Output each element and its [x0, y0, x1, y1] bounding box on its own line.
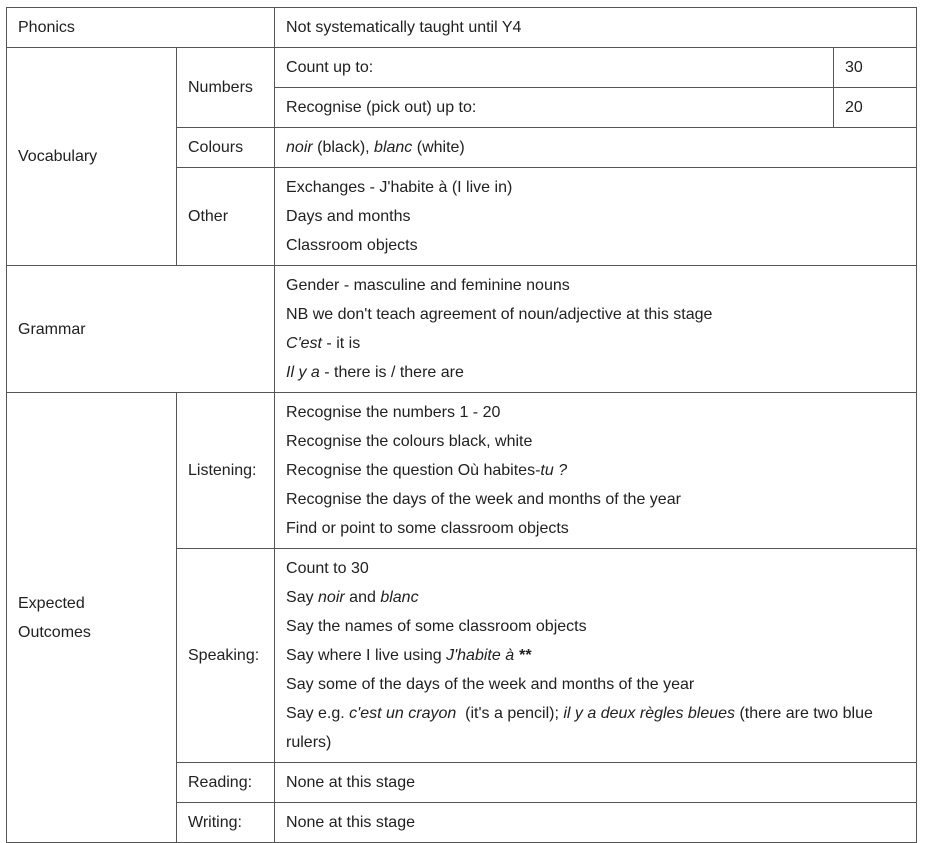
expected-outcomes-label	[7, 393, 177, 843]
other-label	[177, 168, 275, 266]
grammar-label	[7, 266, 275, 393]
listening-label-text: Listening:	[188, 462, 257, 479]
numbers-recognise-value: 20	[834, 88, 917, 128]
writing-content: None at this stage	[275, 803, 917, 843]
table-row	[7, 8, 917, 48]
vocabulary-label-text: Vocabulary	[18, 148, 98, 165]
expected-outcomes-label-text: Expected Outcomes	[18, 594, 91, 641]
reading-content: None at this stage	[275, 763, 917, 803]
numbers-recognise-text: Recognise (pick out) up to:	[275, 88, 834, 128]
listening-content: Recognise the numbers 1 - 20 Recognise the colours black, white Recognise the question Où habites-tu ? Recognise the days of the week and months of the year Find or point to some classroom objects	[275, 393, 917, 549]
colours-label	[177, 128, 275, 168]
listening-label	[177, 393, 275, 549]
numbers-count-text: Count up to:	[275, 48, 834, 88]
numbers-label-text: Numbers	[188, 79, 253, 96]
other-label-text: Other	[188, 208, 229, 225]
colours-label-text: Colours	[188, 139, 244, 156]
table-row	[7, 266, 917, 393]
grammar-content: Gender - masculine and feminine nouns NB we don't teach agreement of noun/adjective at this stage C'est - it is Il y a - there is / there are	[275, 266, 917, 393]
speaking-label-text: Speaking:	[188, 647, 260, 664]
writing-label-text: Writing:	[188, 814, 242, 831]
colours-content: noir (black), blanc (white)	[275, 128, 917, 168]
reading-label-text: Reading:	[188, 774, 253, 791]
phonics-content: Not systematically taught until Y4	[275, 8, 917, 48]
phonics-label	[7, 8, 275, 48]
other-content: Exchanges - J'habite à (I live in) Days and months Classroom objects	[275, 168, 917, 266]
grammar-label-text: Grammar	[18, 320, 86, 338]
numbers-label	[177, 48, 275, 128]
speaking-content: Count to 30 Say noir and blanc Say the names of some classroom objects Say where I live using J'habite à ** Say some of the days of the week and months of the year Say e.g. c'est un crayon (it's a pencil); il y a deux règles bleues (there are two blue rulers)	[275, 549, 917, 763]
reading-label	[177, 763, 275, 803]
writing-label	[177, 803, 275, 843]
numbers-count-value: 30	[834, 48, 917, 88]
speaking-label	[177, 549, 275, 763]
curriculum-table	[6, 7, 917, 843]
table-row	[7, 48, 917, 88]
phonics-label-text: Phonics	[18, 19, 75, 36]
table-row	[7, 393, 917, 549]
vocabulary-label	[7, 48, 177, 266]
